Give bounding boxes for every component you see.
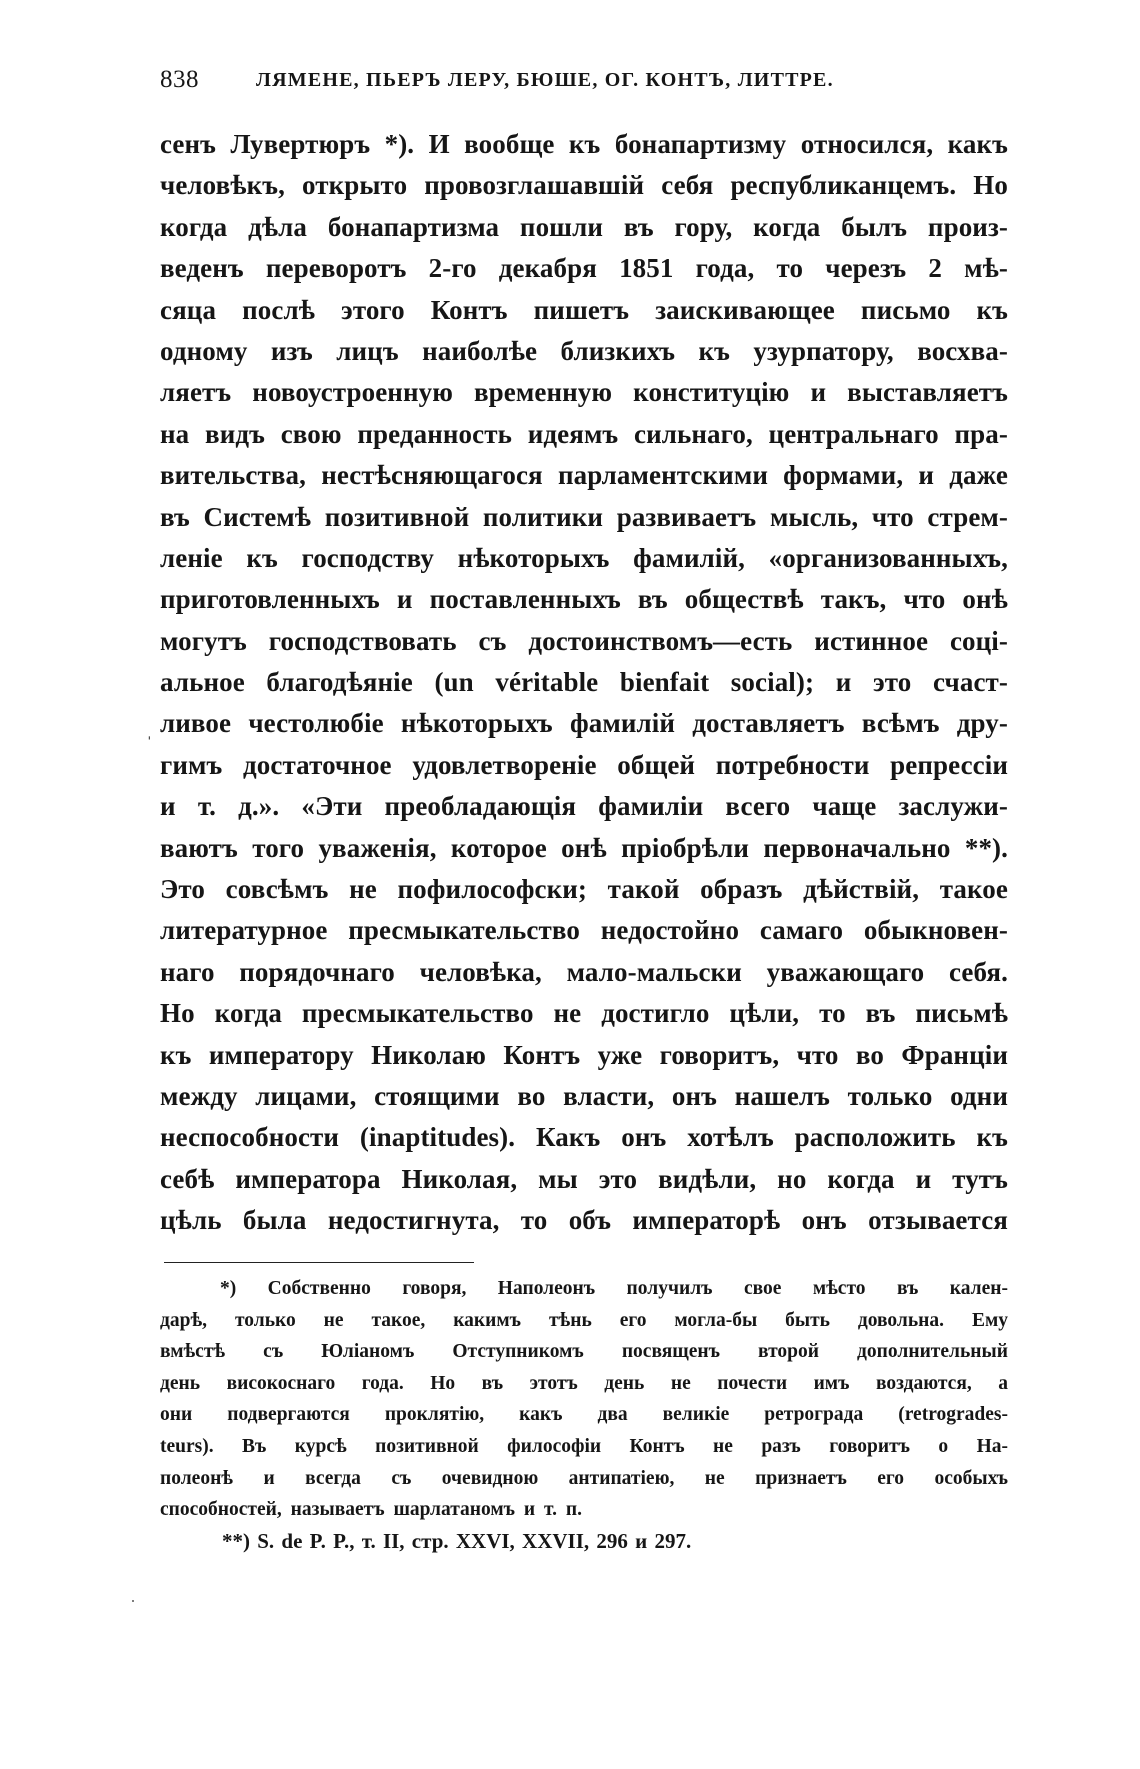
running-head bbox=[160, 66, 1020, 106]
footnote-divider bbox=[164, 1262, 474, 1263]
text-line: неспособности (inaptitudes). Какъ онъ хотѣлъ расположить къ bbox=[160, 1122, 1008, 1153]
text-line: ваютъ того уваженія, которое онѣ пріобрѣли первоначально **). bbox=[160, 832, 1008, 863]
text-line: ливое честолюбіе нѣкоторыхъ фамилій доставляетъ всѣмъ дру- bbox=[160, 708, 1008, 739]
text-line: сяца послѣ этого Контъ пишетъ заискивающее письмо къ bbox=[160, 294, 1008, 325]
text-line: ляетъ новоустроенную временную конституцію и выставляетъ bbox=[160, 377, 1008, 408]
text-line: въ Системѣ позитивной политики развиваетъ мысль, что стрем- bbox=[160, 501, 1008, 532]
text-line: себѣ императора Николая, мы это видѣли, но когда и тутъ bbox=[160, 1163, 1008, 1194]
text-line: Это совсѣмъ не пофилософски; такой образъ дѣйствій, такое bbox=[160, 874, 1008, 905]
body-text bbox=[160, 124, 1008, 1242]
footnote-line: день високоснаго года. Но въ этотъ день не почести имъ воздаются, а bbox=[160, 1372, 1008, 1394]
text-line: приготовленныхъ и поставленныхъ въ обществѣ такъ, что онѣ bbox=[160, 584, 1008, 615]
footnote-line: вмѣстѣ съ Юліаномъ Отступникомъ посвященъ второй дополнительный bbox=[160, 1341, 1008, 1363]
running-title: ЛЯМЕНЕ, ПЬЕРЪ ЛЕРУ, БЮШЕ, ОГ. КОНТЪ, ЛИТТРЕ. bbox=[256, 69, 834, 91]
footnote-line: они подвергаются проклятію, какъ два великіе ретрограда (retrogrades- bbox=[160, 1404, 1008, 1426]
paper-speck bbox=[132, 1600, 134, 1602]
footnote-line: teurs). Въ курсѣ позитивной философіи Контъ не разъ говоритъ о На- bbox=[160, 1435, 1008, 1457]
text-line: могутъ господствовать съ достоинствомъ—есть истинное соці- bbox=[160, 625, 1008, 656]
text-line: на видъ свою преданность идеямъ сильнаго, центральнаго пра- bbox=[160, 418, 1008, 449]
text-line: между лицами, стоящими во власти, онъ нашелъ только одни bbox=[160, 1080, 1008, 1111]
text-line: Но когда пресмыкательство не достигло цѣли, то въ письмѣ bbox=[160, 998, 1008, 1029]
margin-mark: ˌ bbox=[146, 718, 153, 740]
page-number: 838 bbox=[160, 66, 199, 93]
text-line: и т. д.». «Эти преобладающія фамиліи всего чаще заслужи- bbox=[160, 791, 1008, 822]
text-line: цѣль была недостигнута, то объ императорѣ онъ отзывается bbox=[160, 1205, 1008, 1236]
text-line: веденъ переворотъ 2-го декабря 1851 года, то черезъ 2 мѣ- bbox=[160, 253, 1008, 284]
text-line: вительства, нестѣсняющагося парламентскими формами, и даже bbox=[160, 460, 1008, 491]
footnote-line: дарѣ, только не такое, какимъ тѣнь его могла-бы быть довольна. Ему bbox=[160, 1309, 1008, 1331]
text-line: къ императору Николаю Контъ уже говоритъ, что во Франціи bbox=[160, 1039, 1008, 1070]
text-line: гимъ достаточное удовлетвореніе общей потребности репрессіи bbox=[160, 749, 1008, 780]
text-line: литературное пресмыкательство недостойно самаго обыкновен- bbox=[160, 915, 1008, 946]
text-line: одному изъ лицъ наиболѣе близкихъ къ узурпатору, восхва- bbox=[160, 335, 1008, 366]
text-line: человѣкъ, открыто провозглашавшій себя республиканцемъ. Но bbox=[160, 170, 1008, 201]
footnote-line: способностей, называетъ шарлатаномъ и т. п. bbox=[160, 1499, 583, 1521]
text-line: когда дѣла бонапартизма пошли въ гору, когда былъ произ- bbox=[160, 211, 1008, 242]
text-line: сенъ Лувертюръ *). И вообще къ бонапартизму относился, какъ bbox=[160, 129, 1008, 159]
text-line: альное благодѣяніе (un véritable bienfait social); и это счаст- bbox=[160, 667, 1008, 698]
footnote-line: *) Собственно говоря, Наполеонъ получилъ свое мѣсто въ кален- bbox=[220, 1278, 1008, 1299]
footnote-reference: **) S. de P. P., т. II, стр. XXVI, XXVII, 296 и 297. bbox=[222, 1528, 692, 1553]
text-line: наго порядочнаго человѣка, мало-мальски уважающаго себя. bbox=[160, 956, 1008, 987]
footnotes bbox=[160, 1273, 1008, 1557]
footnote-line: полеонѣ и всегда съ очевидною антипатіею, не признаетъ его особыхъ bbox=[160, 1467, 1008, 1489]
text-line: леніе къ господству нѣкоторыхъ фамилій, «организованныхъ, bbox=[160, 542, 1008, 573]
